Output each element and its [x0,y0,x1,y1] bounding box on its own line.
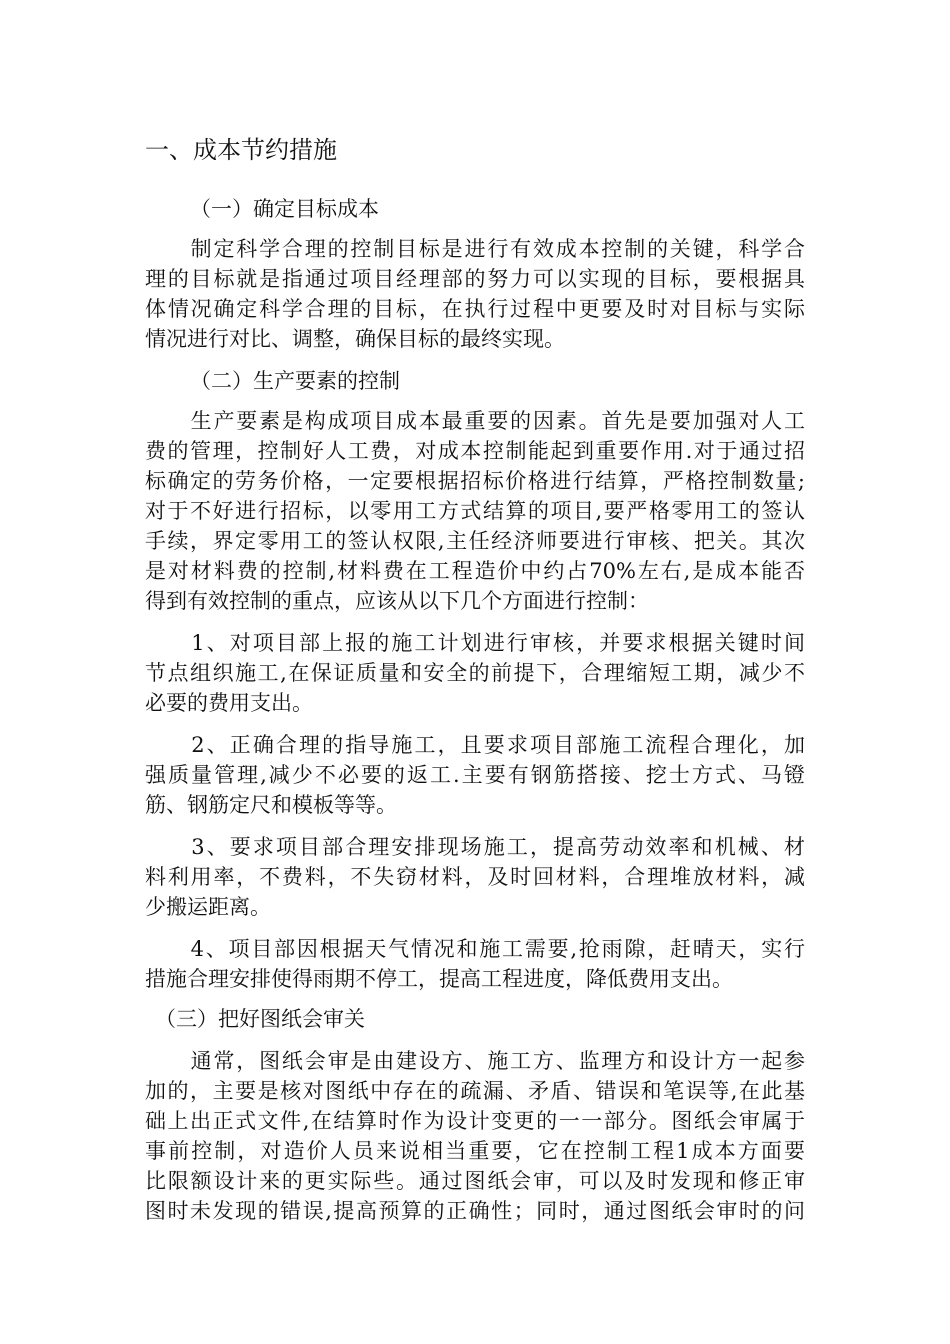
list-item-line: 筋、钢筋定尺和模板等等。 [145,793,397,817]
list-item-line: 节点组织施工,在保证质量和安全的前提下，合理缩短工期，减少不 [145,661,805,685]
paragraph-line: 费的管理，控制好人工费，对成本控制能起到重要作用.对于通过招 [145,439,805,463]
paragraph-line: 手续，界定零用工的签认权限,主任经济师要进行审核、把关。其次 [145,529,805,553]
paragraph-line: 体情况确定科学合理的目标，在执行过程中更要及时对目标与实际 [145,297,805,321]
list-item-line: 少搬运距离。 [145,895,271,919]
list-item-line: 2、正确合理的指导施工，且要求项目部施工流程合理化，加 [145,733,805,757]
list-item-line: 料利用率，不费料，不失窃材料，及时回材料，合理堆放材料，减 [145,865,805,889]
paragraph-line: 对于不好进行招标，以零用工方式结算的项目,要严格零用工的签认 [145,499,805,523]
paragraph-line: 生产要素是构成项目成本最重要的因素。首先是要加强对人工 [145,409,805,433]
paragraph-line: 事前控制，对造价人员来说相当重要，它在控制工程1成本方面要 [145,1139,805,1163]
paragraph-line: 理的目标就是指通过项目经理部的努力可以实现的目标，要根据具 [145,267,805,291]
paragraph-line: 比限额设计来的更实际些。通过图纸会审，可以及时发现和修正审 [145,1169,805,1193]
list-item-line: 措施合理安排使得雨期不停工，提高工程进度，降低费用支出。 [145,967,733,991]
paragraph-line: 是对材料费的控制,材料费在工程造价中约占70%左右,是成本能否 [145,559,805,583]
list-item-line: 4、项目部因根据天气情况和施工需要,抢雨隙，赶晴天，实行 [145,937,805,961]
document-title: 一、成本节约措施 [145,136,337,164]
list-item-line: 强质量管理,减少不必要的返工.主要有钢筋搭接、挖士方式、马镫 [145,763,805,787]
paragraph-line: 情况进行对比、调整，确保目标的最终实现。 [145,327,565,351]
list-item-line: 1、对项目部上报的施工计划进行审核，并要求根据关键时间 [145,631,805,655]
section-heading: （三）把好图纸会审关 [155,1007,365,1031]
section-heading: （一）确定目标成本 [190,197,379,221]
list-item-line: 3、要求项目部合理安排现场施工，提高劳动效率和机械、材 [145,835,805,859]
paragraph-line: 标确定的劳务价格，一定要根据招标价格进行结算，严格控制数量; [145,469,805,493]
paragraph-line: 制定科学合理的控制目标是进行有效成本控制的关键，科学合 [145,237,805,261]
paragraph-line: 加的，主要是核对图纸中存在的疏漏、矛盾、错误和笔误等,在此基 [145,1079,805,1103]
section-heading: （二）生产要素的控制 [190,369,400,393]
paragraph-line: 通常，图纸会审是由建设方、施工方、监理方和设计方一起参 [145,1049,805,1073]
list-item-line: 必要的费用支出。 [145,691,313,715]
paragraph-line: 图时未发现的错误,提高预算的正确性；同时，通过图纸会审时的问 [145,1199,805,1223]
paragraph-line: 础上出正式文件,在结算时作为设计变更的一一部分。图纸会审属于 [145,1109,805,1133]
paragraph-line: 得到有效控制的重点，应该从以下几个方面进行控制： [145,589,649,613]
